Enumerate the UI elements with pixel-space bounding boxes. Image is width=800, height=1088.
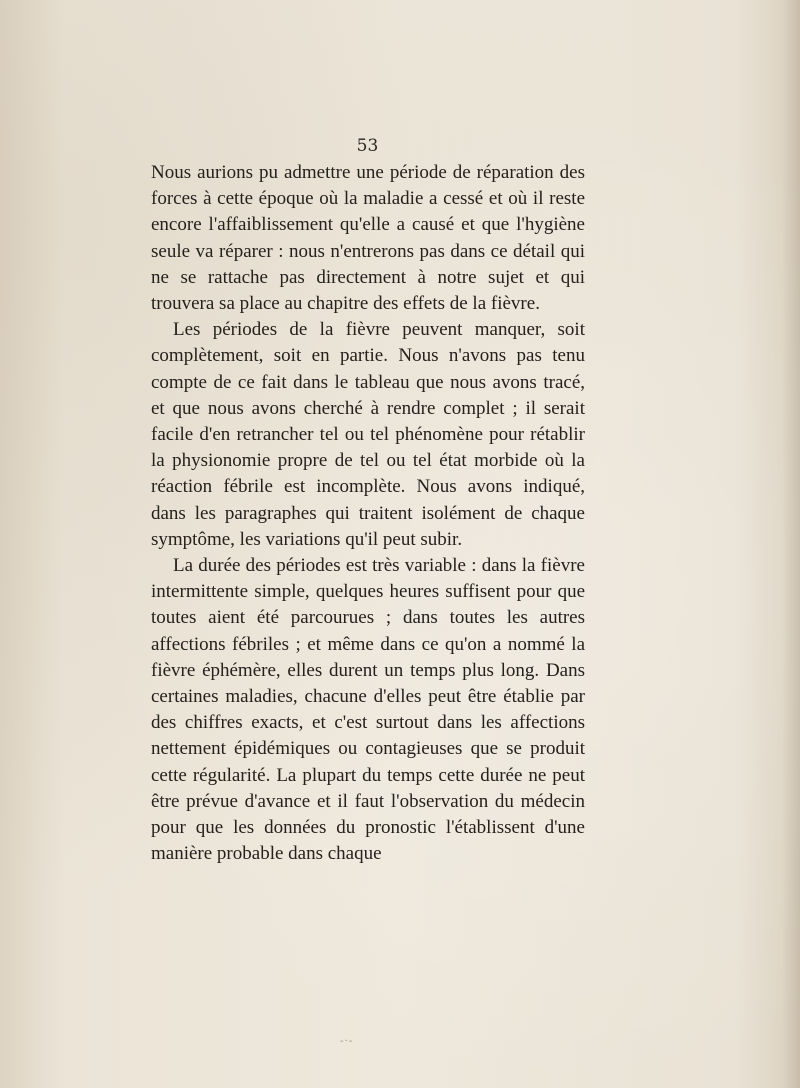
paragraph: Les périodes de la fièvre peuvent manquer, soit complètement, soit en partie. Nous n'avons pas tenu compte de ce fait dans le tableau que nous avons tracé, et que nous avons cherché à rendre complet ; il serait facile d'en retrancher tel ou tel phénomène pour rétablir la physionomie propre de tel ou tel état morbide où la réaction fébrile est incomplète. Nous avons indiqué, dans les paragraphes qui traitent isolément de chaque symptôme, les variations qu'il peut subir. xyxy=(151,319,585,550)
page-edge-shadow xyxy=(782,0,800,1088)
body-text xyxy=(151,160,585,867)
paragraph: Nous aurions pu admettre une période de réparation des forces à cette époque où la maladie a cessé et où il reste encore l'affaiblissement qu'elle a causé et que l'hygiène seule va réparer : nous n'entrerons pas dans ce détail qui ne se rattache pas directement à notre sujet et qui trouvera sa place au chapitre des effets de la fièvre. xyxy=(151,162,585,315)
paragraph: La durée des périodes est très variable : dans la fièvre intermittente simple, quelques heures suffisent pour que toutes aient été parcourues ; dans toutes les autres affections fébriles ; et même dans ce qu'on a nommé la fièvre éphémère, elles durent un temps plus long. Dans certaines maladies, chacune d'elles peut être établie par des chiffres exacts, et c'est surtout dans les affections nettement épidémiques ou contagieuses que se produit cette régularité. La plupart du temps cette durée ne peut être prévue d'avance et il faut l'observation du médecin pour que les données du pronostic l'établissent d'une manière probable dans chaque xyxy=(151,555,585,865)
footer-mark: -·- xyxy=(340,1036,354,1047)
page-number: 53 xyxy=(356,136,379,156)
